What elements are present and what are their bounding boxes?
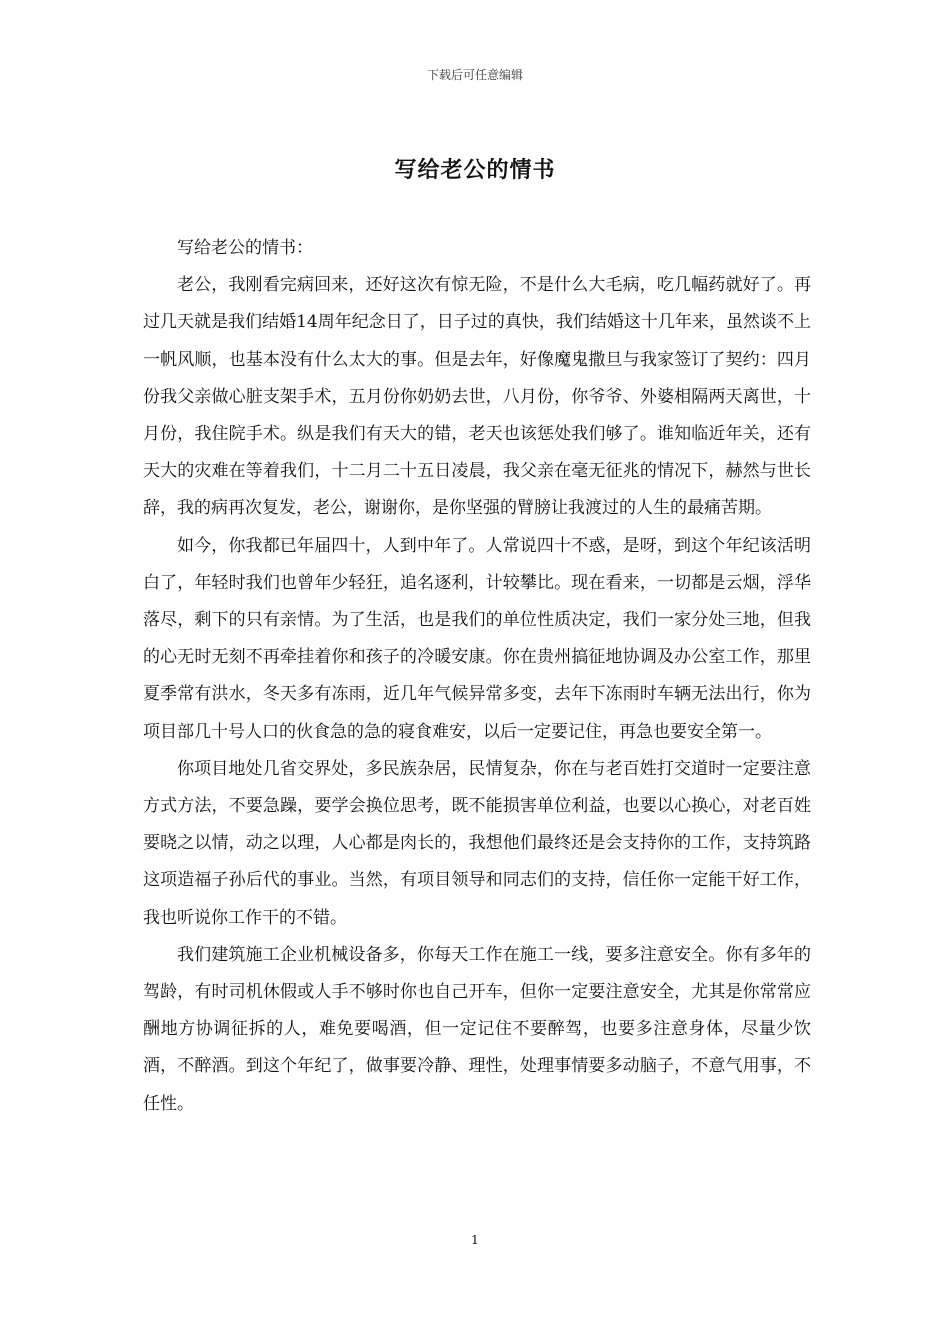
- paragraph: 如今，你我都已年届四十，人到中年了。人常说四十不惑，是呀，到这个年纪该活明白了，年轻时我们也曾年少轻狂，追名逐利，计较攀比。现在看来，一切都是云烟，浮华落尽，剩下的只有亲情。为了生活，也是我们的单位性质决定，我们一家分处三地，但我的心无时无刻不再牵挂着你和孩子的冷暖安康。你在贵州搞征地协调及办公室工作，那里夏季常有洪水，冬天多有冻雨，近几年气候异常多变，去年下冻雨时车辆无法出行，你为项目部几十号人口的伙食急的急的寝食难安，以后一定要记住，再急也要安全第一。: [143, 535, 811, 742]
- paragraph: 老公，我刚看完病回来，还好这次有惊无险，不是什么大毛病，吃几幅药就好了。再过几天就是我们结婚14周年纪念日了，日子过的真快，我们结婚这十几年来，虽然谈不上一帆风顺，也基本没有什么太大的事。但是去年，好像魔鬼撒旦与我家签订了契约：四月份我父亲做心脏支架手术，五月份你奶奶去世，八月份，你爷爷、外婆相隔两天离世，十月份，我住院手术。纵是我们有天大的错，老天也该惩处我们够了。谁知临近年关，还有天大的灾难在等着我们，十二月二十五日凌晨，我父亲在毫无征兆的情况下，赫然与世长辞，我的病再次复发，老公，谢谢你，是你坚强的臂膀让我渡过的人生的最痛苦期。: [143, 275, 811, 519]
- paragraph-salutation: 写给老公的情书：: [177, 238, 313, 258]
- header-note: 下载后可任意编辑: [426, 68, 523, 82]
- paragraph: 你项目地处几省交界处，多民族杂居，民情复杂，你在与老百姓打交道时一定要注意方式方法，不要急躁，要学会换位思考，既不能损害单位利益，也要以心换心，对老百姓要晓之以情，动之以理，人心都是肉长的，我想他们最终还是会支持你的工作，支持筑路这项造福子孙后代的事业。当然，有项目领导和同志们的支持，信任你一定能干好工作，我也听说你工作干的不错。: [143, 758, 811, 928]
- paragraph: 我们建筑施工企业机械设备多，你每天工作在施工一线，要多注意安全。你有多年的驾龄，有时司机休假或人手不够时你也自己开车，但你一定要注意安全，尤其是你常常应酬地方协调征拆的人，难免要喝酒，但一定记住不要醉驾，也要多注意身体，尽量少饮酒，不醉酒。到这个年纪了，做事要冷静、理性，处理事情要多动脑子，不意气用事，不任性。: [143, 944, 811, 1114]
- document-title: 写给老公的情书: [394, 157, 556, 183]
- page-number: 1: [471, 1233, 479, 1247]
- document-body: [143, 230, 811, 1123]
